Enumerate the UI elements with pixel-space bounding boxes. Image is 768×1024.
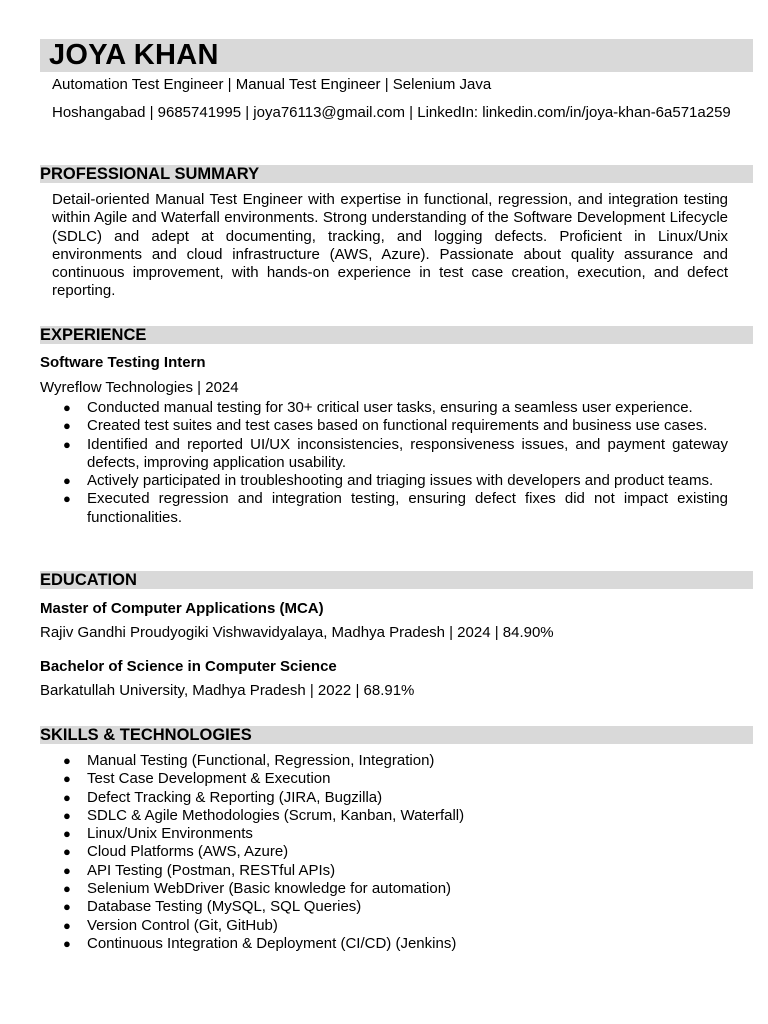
bullet-icon: ● (63, 826, 71, 842)
bullet-text: Created test suites and test cases based on functional requirements and business use cases. (87, 417, 708, 435)
bullet-icon: ● (63, 491, 71, 507)
list-item (60, 472, 728, 490)
bullet-icon: ● (63, 436, 71, 452)
bullet-icon: ● (63, 807, 71, 823)
skill-text: Version Control (Git, GitHub) (87, 916, 278, 934)
list-item (60, 880, 728, 898)
list-item (60, 825, 728, 843)
bullet-text: Conducted manual testing for 30+ critical user tasks, ensuring a seamless user experience. (87, 399, 693, 416)
skill-text: Database Testing (MySQL, SQL Queries) (87, 898, 362, 916)
education-heading: EDUCATION (40, 571, 137, 589)
list-item (60, 917, 728, 935)
bullet-icon: ● (63, 753, 71, 768)
skill-text: Manual Testing (Functional, Regression, Integration) (87, 752, 435, 769)
skills-bullet-list (60, 752, 728, 953)
bullet-icon: ● (63, 899, 71, 915)
skills-heading: SKILLS & TECHNOLOGIES (40, 726, 252, 744)
bullet-text: Actively participated in troubleshooting and triaging issues with developers and product teams. (87, 472, 714, 490)
summary-text: Detail-oriented Manual Test Engineer with expertise in functional, regression, and integration testing within Agile and Waterfall environments. Strong understanding of the Software Development Lifecycle (SDLC) and adept at documenting, tracking, and logging defects. Proficient in Linux/Unix environments and cloud infrastructure (AWS, Azure). Passionate about quality assurance and continuous improvement, with hands-on experience in test case creation, execution, and defect reporting. (52, 191, 728, 300)
list-item (60, 490, 728, 527)
degree-detail: Rajiv Gandhi Proudyogiki Vishwavidyalaya, Madhya Pradesh | 2024 | 84.90% (40, 624, 554, 641)
bullet-icon: ● (63, 473, 71, 489)
bullet-icon: ● (63, 418, 71, 434)
job-tagline: Automation Test Engineer | Manual Test Engineer | Selenium Java (52, 76, 492, 93)
experience-bullet-list (60, 399, 728, 527)
skill-text: Continuous Integration & Deployment (CI/CD) (Jenkins) (87, 934, 457, 952)
job-company: Wyreflow Technologies | 2024 (40, 379, 239, 396)
degree-title: Bachelor of Science in Computer Science (40, 658, 337, 675)
list-item (60, 807, 728, 825)
experience-section-band (40, 326, 753, 344)
job-role: Software Testing Intern (40, 354, 206, 371)
bullet-icon: ● (63, 400, 71, 415)
list-item (60, 789, 728, 807)
skill-text: Cloud Platforms (AWS, Azure) (87, 843, 289, 861)
list-item (60, 898, 728, 916)
skill-text: Selenium WebDriver (Basic knowledge for automation) (87, 880, 452, 898)
bullet-text: Identified and reported UI/UX inconsistencies, responsiveness issues, and payment gateway defects, improving application usability. (87, 435, 728, 471)
degree-detail: Barkatullah University, Madhya Pradesh | 2022 | 68.91% (40, 682, 415, 699)
list-item (60, 399, 728, 417)
degree-title: Master of Computer Applications (MCA) (40, 600, 324, 617)
summary-heading: PROFESSIONAL SUMMARY (40, 165, 260, 183)
bullet-text: Executed regression and integration testing, ensuring defect fixes did not impact existing functionalities. (87, 490, 728, 526)
list-item (60, 935, 728, 953)
skill-text: Defect Tracking & Reporting (JIRA, Bugzilla) (87, 788, 383, 806)
list-item (60, 417, 728, 435)
bullet-icon: ● (63, 881, 71, 897)
skill-text: API Testing (Postman, RESTful APIs) (87, 861, 336, 879)
bullet-icon: ● (63, 917, 71, 933)
list-item (60, 752, 728, 770)
skill-text: SDLC & Agile Methodologies (Scrum, Kanban, Waterfall) (87, 806, 465, 824)
bullet-icon: ● (63, 862, 71, 878)
bullet-icon: ● (63, 789, 71, 805)
candidate-name: JOYA KHAN (49, 39, 219, 71)
list-item (60, 770, 728, 788)
skill-text: Linux/Unix Environments (87, 825, 253, 843)
bullet-icon: ● (63, 844, 71, 860)
skill-text: Test Case Development & Execution (87, 770, 331, 788)
list-item (60, 436, 728, 473)
education-section-band (40, 571, 753, 589)
experience-heading: EXPERIENCE (40, 326, 147, 344)
bullet-icon: ● (63, 935, 71, 951)
list-item (60, 862, 728, 880)
list-item (60, 843, 728, 861)
contact-line: Hoshangabad | 9685741995 | joya76113@gmail.com | LinkedIn: linkedin.com/in/joya-khan-6a571a259 (52, 104, 731, 121)
bullet-icon: ● (63, 771, 71, 787)
